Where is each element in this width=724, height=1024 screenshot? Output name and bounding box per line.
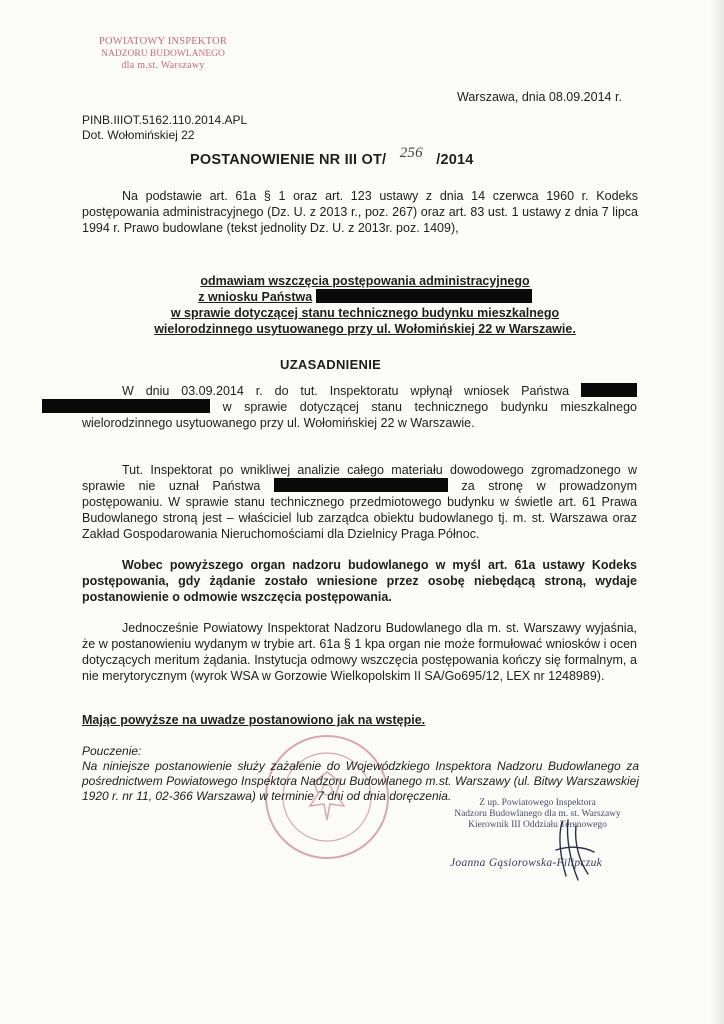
decision-line-2: z wniosku Państwa — [198, 290, 313, 304]
redaction-bar — [316, 289, 532, 303]
paragraph-2-start: Tut. Inspektorat po wnikliwej analizie całego materiału dowodowego zgromadzonego w sprawie nie uznał Państwa — [82, 463, 637, 493]
paragraph-1-end: w sprawie dotyczącej stanu technicznego budynku mieszkalnego wielorodzinnego usytuowanego przy ul. Wołomińskiej 22 w Warszawie. — [82, 400, 637, 430]
instruction-text: Na niniejsze postanowienie służy zażalenie do Wojewódzkiego Inspektora Nadzoru Budowlanego za pośrednictwem Powiatowego Inspektora Nadzoru Budowlanego m.st. Warszawy (ul. Bitwy Warszawskiej 1920 r. nr 11, 02-366 Warszawa) w terminie 7 dni od dnia doręczenia. — [82, 759, 639, 803]
authority-line-3: Kierownik III Oddziału Terenowego — [468, 820, 607, 830]
legal-basis-paragraph: Na podstawie art. 61a § 1 oraz art. 123 ustawy z dnia 14 czerwca 1960 r. Kodeks postępowania administracyjnego (Dz. U. z 2013 r., poz. 267) oraz art. 83 ust. 1 ustawy z dnia 7 lipca 1994 r. Prawo budowlane (tekst jednolity Dz. U. z 2013r. poz. 1409), — [82, 189, 638, 235]
document-title — [190, 145, 474, 169]
signer-name: Joanna Gąsiorowska-Filipczuk — [450, 857, 603, 869]
handwritten-number: 256 — [399, 145, 423, 161]
decision-line-1: odmawiam wszczęcia postępowania administracyjnego — [200, 274, 530, 288]
title-prefix: POSTANOWIENIE NR III OT/ — [190, 152, 387, 168]
scan-edge-shadow — [710, 0, 724, 1024]
paragraph-explanation: Jednocześnie Powiatowy Inspektorat Nadzoru Budowlanego dla m. st. Warszawy wyjaśnia, że w postanowieniu wydanym w trybie art. 61a § 1 kpa organ nie może formułować wniosków i ocen dotyczących meritum żądania. Instytucja odmowy wszczęcia postępowania kończy się formalnym, a nie merytorycznym (wyrok WSA w Gorzowie Wielkopolskim II SA/Go695/12, LEX nr 1248989). — [82, 621, 637, 683]
closing-statement: Mając powyższe na uwadze postanowiono jak na wstępie. — [82, 713, 426, 727]
office-header-stamp — [88, 36, 238, 72]
stamp-line-1: POWIATOWY INSPEKTOR — [98, 36, 228, 47]
reference-block — [82, 113, 247, 143]
authority-stamp — [420, 798, 655, 831]
decision-line-4: wielorodzinnego usytuowanego przy ul. Wołomińskiej 22 w Warszawie. — [154, 322, 576, 336]
redaction-bar — [274, 478, 448, 492]
decision-block — [100, 273, 630, 337]
place-and-date: Warszawa, dnia 08.09.2014 r. — [457, 90, 622, 104]
authority-line-2: Nadzoru Budowlanego dla m. st. Warszawy — [454, 809, 621, 819]
case-subject: Dot. Wołomińskiej 22 — [82, 128, 195, 142]
paragraph-1-start: W dniu 03.09.2014 r. do tut. Inspektoratu wpłynął wniosek Państwa — [122, 384, 570, 398]
title-suffix: /2014 — [436, 152, 474, 168]
decision-line-3: w sprawie dotyczącej stanu technicznego budynku mieszkalnego — [170, 306, 560, 320]
redaction-bar — [42, 399, 210, 413]
handwritten-signature — [548, 816, 600, 886]
instruction-heading: Pouczenie: — [82, 744, 142, 758]
instruction-block — [82, 744, 639, 804]
authority-line-1: Z up. Powiatowego Inspektora — [479, 798, 596, 808]
case-number: PINB.IIIOT.5162.110.2014.APL — [82, 113, 248, 127]
paragraph-2-end: za stronę w prowadzonym postępowaniu. W sprawie stanu technicznego przedmiotowego budynku w świetle art. 61 Prawa Budowlanego stroną jest – właściciel lub zarządca obiektu budowlanego tj. m. st. Warszawa oraz Zakład Gospodarowania Nieruchomościami dla Dzielnicy Praga Północ. — [82, 479, 637, 541]
redaction-bar — [581, 383, 637, 397]
justification-heading: UZASADNIENIE — [280, 357, 382, 372]
paragraph-party-status — [82, 462, 637, 542]
paragraph-application — [82, 383, 637, 431]
stamp-line-3: dla m.st. Warszawy — [121, 60, 205, 71]
stamp-line-2: NADZORU BUDOWLANEGO — [101, 49, 225, 59]
paragraph-conclusion: Wobec powyższego organ nadzoru budowlanego w myśl art. 61a ustawy Kodeks postępowania, gdy żądanie zostało wniesione przez osobę niebędącą stroną, wydaje postanowienie o odmowie wszczęcia postępowania. — [82, 558, 637, 604]
